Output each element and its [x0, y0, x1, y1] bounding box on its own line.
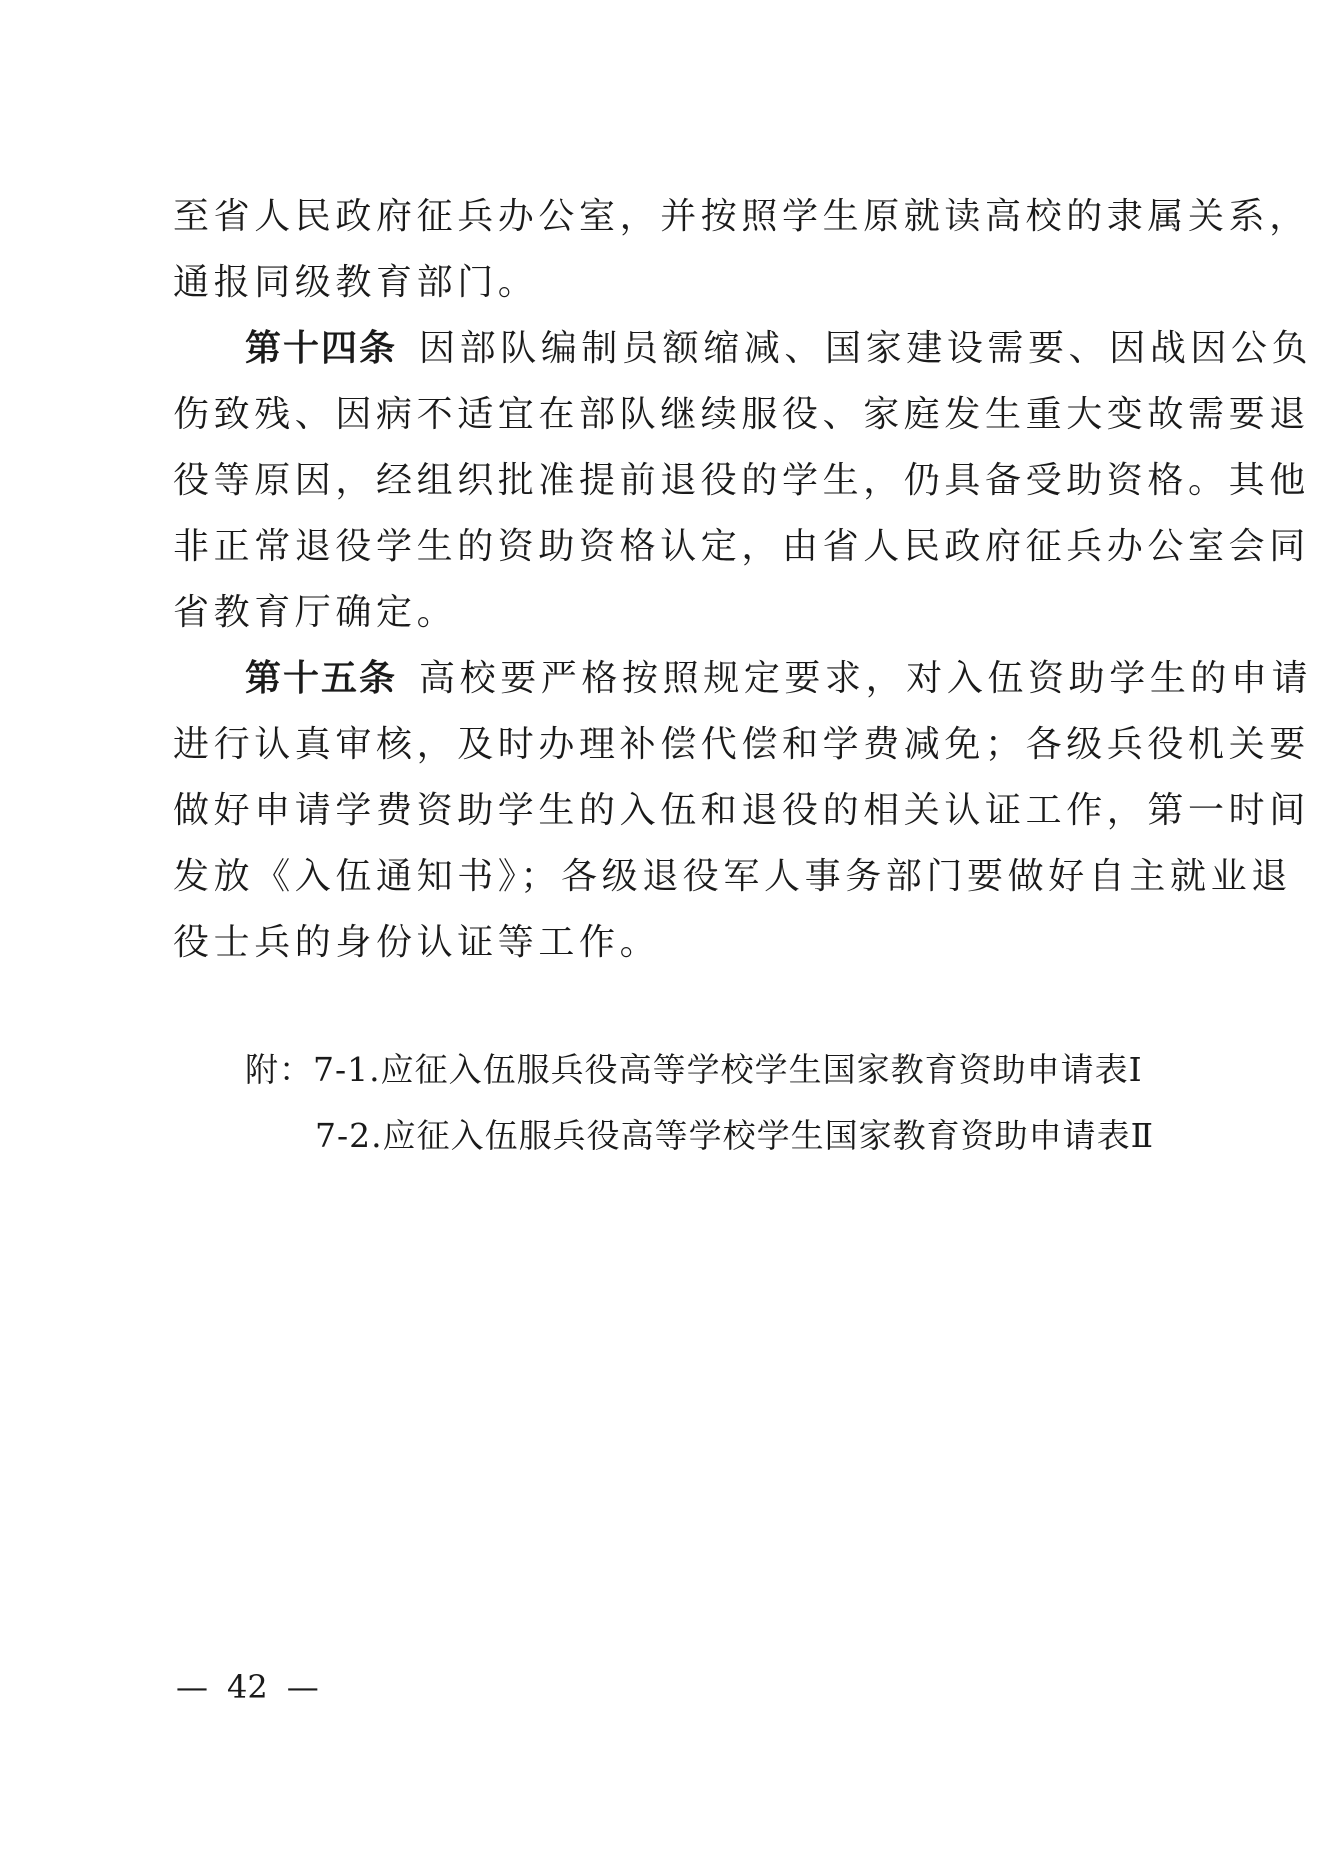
article-15-line: 发放《入伍通知书》；各级退役军人事务部门要做好自主就业退 [173, 856, 1292, 897]
appendix-label: 附： [245, 1050, 313, 1089]
appendix-item: 7-2.应征入伍服兵役高等学校学生国家教育资助申请表Ⅱ [315, 1116, 1155, 1155]
article-15-line: 役士兵的身份认证等工作。 [173, 922, 661, 963]
article-14-line: 非正常退役学生的资助资格认定，由省人民政府征兵办公室会同 [173, 526, 1310, 567]
appendix-line-1 [245, 1040, 1143, 1100]
article-15-line: 做好申请学费资助学生的入伍和退役的相关认证工作，第一时间 [173, 790, 1310, 831]
article-14-heading: 第十四条 [245, 328, 398, 369]
article-14-line: 役等原因，经组织批准提前退役的学生，仍具备受助资格。其他 [173, 460, 1310, 501]
article-15-first-line [245, 648, 1313, 710]
article-14-line: 伤致残、因病不适宜在部队继续服役、家庭发生重大变故需要退 [173, 394, 1310, 435]
article-14-text: 因部队编制员额缩减、国家建设需要、因战因公负 [419, 328, 1313, 369]
article-14-line: 省教育厅确定。 [173, 592, 458, 633]
page-footer [173, 1662, 322, 1712]
article-15-line: 进行认真审核，及时办理补偿代偿和学费减免；各级兵役机关要 [173, 724, 1310, 765]
footer-dash-left: — [176, 1668, 208, 1706]
article-14-first-line [245, 318, 1313, 380]
body-line: 通报同级教育部门。 [173, 262, 539, 303]
page-number: 42 [227, 1668, 268, 1706]
article-15-text: 高校要严格按照规定要求，对入伍资助学生的申请 [419, 658, 1313, 699]
appendix-item: 7-1.应征入伍服兵役高等学校学生国家教育资助申请表Ⅰ [313, 1050, 1143, 1089]
article-15-heading: 第十五条 [245, 658, 398, 699]
footer-dash-right: — [286, 1668, 319, 1706]
body-line: 至省人民政府征兵办公室，并按照学生原就读高校的隶属关系， [173, 196, 1310, 237]
